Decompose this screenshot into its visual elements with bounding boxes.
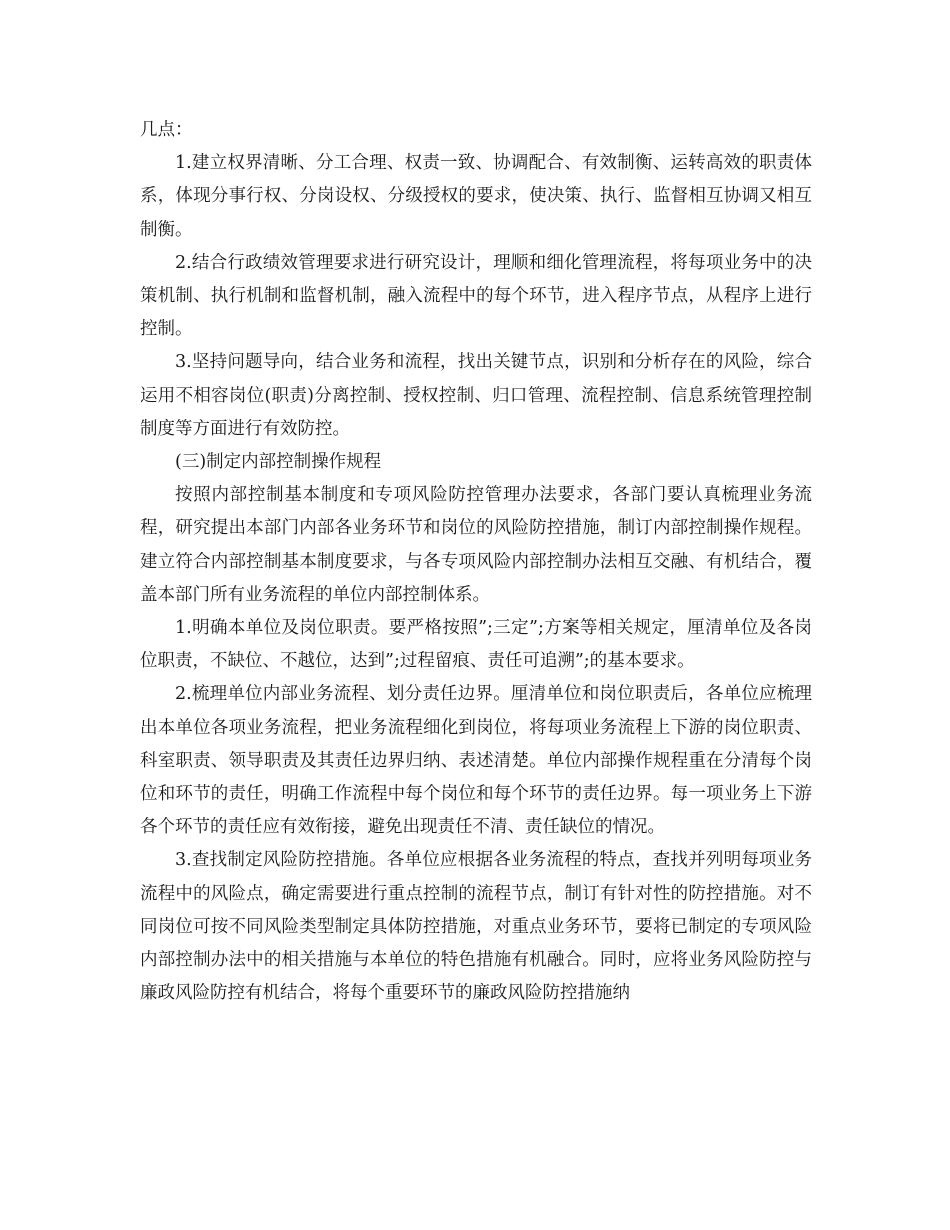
document-body — [140, 114, 812, 1010]
section-heading: (三)制定内部控制操作规程 — [175, 452, 382, 473]
paragraph-item-3: 3.坚持问题导向，结合业务和流程，找出关键节点，识别和分析存在的风险，综合运用不相容岗位(职责)分离控制、授权控制、归口管理、流程控制、信息系统管理控制制度等方面进行有效防控。 — [140, 352, 812, 439]
paragraph-step-1: 1.明确本单位及岗位职责。要严格按照”;三定”;方案等相关规定，厘清单位及各岗位职责，不缺位、不越位，达到”;过程留痕、责任可追溯”;的基本要求。 — [140, 618, 812, 672]
paragraph-continuation: 几点： — [140, 120, 193, 140]
paragraph-section-intro: 按照内部控制基本制度和专项风险防控管理办法要求，各部门要认真梳理业务流程，研究提出本部门内部各业务环节和岗位的风险防控措施，制订内部控制操作规程。建立符合内部控制基本制度要求，与各专项风险内部控制办法相互交融、有机结合，覆盖本部门所有业务流程的单位内部控制体系。 — [140, 485, 812, 605]
paragraph-step-2: 2.梳理单位内部业务流程、划分责任边界。厘清单位和岗位职责后，各单位应梳理出本单位各项业务流程，把业务流程细化到岗位，将每项业务流程上下游的岗位职责、科室职责、领导职责及其责任边界归纳、表述清楚。单位内部操作规程重在分清每个岗位和环节的责任，明确工作流程中每个岗位和每个环节的责任边界。每一项业务上下游各个环节的责任应有效衔接，避免出现责任不清、责任缺位的情况。 — [140, 684, 812, 838]
paragraph-item-1: 1.建立权界清晰、分工合理、权责一致、协调配合、有效制衡、运转高效的职责体系，体现分事行权、分岗设权、分级授权的要求，使决策、执行、监督相互协调又相互制衡。 — [140, 153, 812, 240]
paragraph-item-2: 2.结合行政绩效管理要求进行研究设计，理顺和细化管理流程，将每项业务中的决策机制、执行机制和监督机制，融入流程中的每个环节，进入程序节点，从程序上进行控制。 — [140, 252, 812, 340]
paragraph-step-3: 3.查找制定风险防控措施。各单位应根据各业务流程的特点，查找并列明每项业务流程中的风险点，确定需要进行重点控制的流程节点，制订有针对性的防控措施。对不同岗位可按不同风险类型制定具体防控措施，对重点业务环节，要将已制定的专项风险内部控制办法中的相关措施与本单位的特色措施有机融合。同时，应将业务风险防控与廉政风险防控有机结合，将每个重要环节的廉政风险防控措施纳 — [140, 850, 812, 1004]
